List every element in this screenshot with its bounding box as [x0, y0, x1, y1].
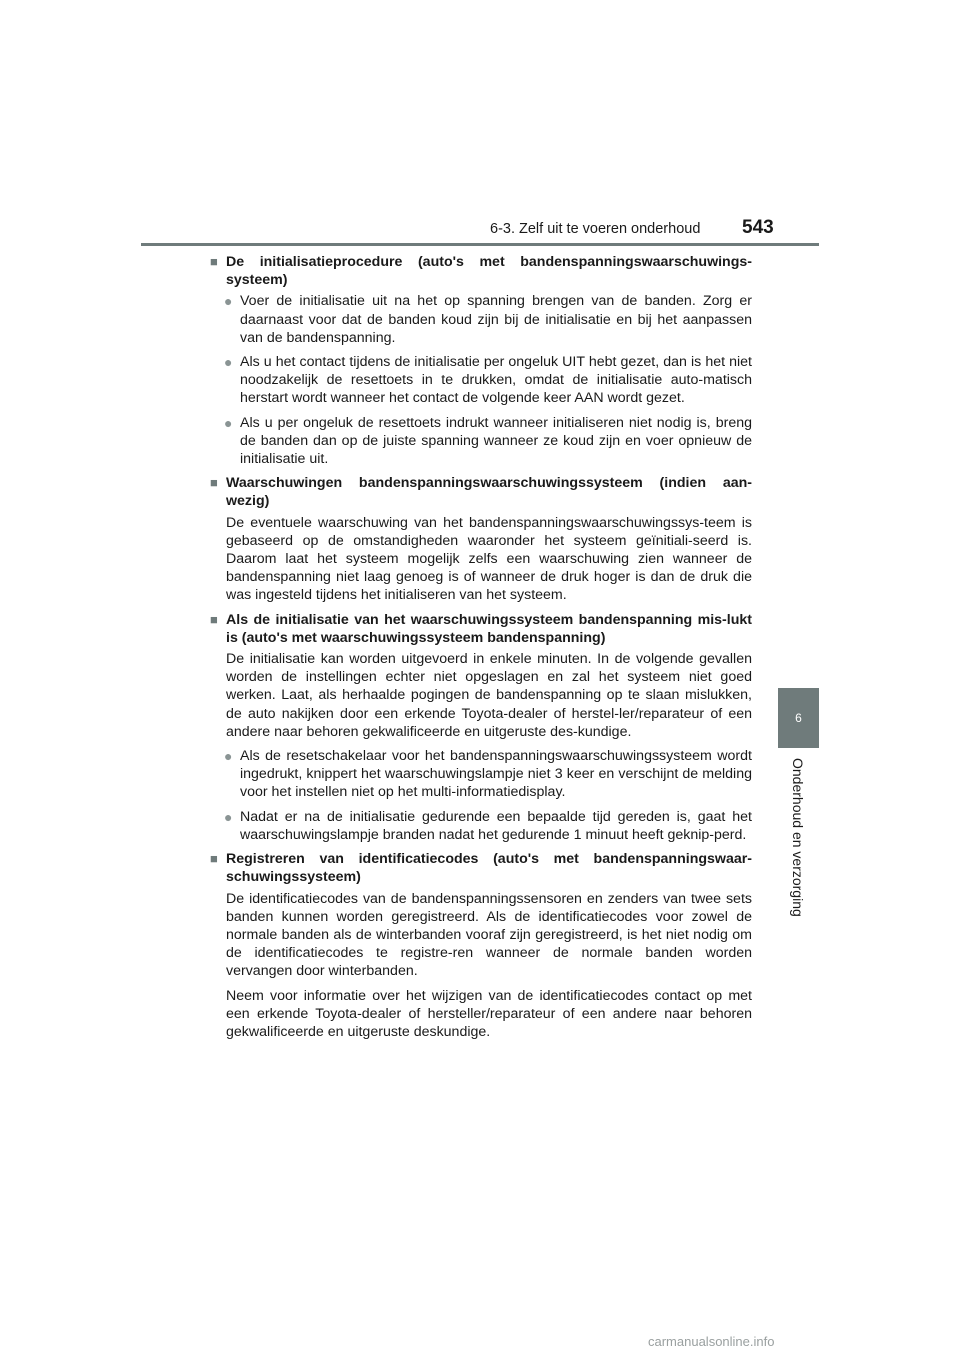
page-content: [210, 253, 752, 1047]
section-heading-text: Als de initialisatie van het waarschuwingssysteem bandenspanning mis-lukt is (auto's met waarschuwingssysteem bandenspanning): [226, 611, 752, 646]
chapter-tab[interactable]: 6: [778, 688, 819, 748]
paragraph: Neem voor informatie over het wijzigen van de identificatiecodes contact op met een erkende Toyota-dealer of hersteller/reparateur of een andere naar behoren gekwalificeerde en uitgeruste deskundige.: [226, 987, 752, 1040]
section-heading: [210, 611, 752, 647]
list-item: [210, 292, 752, 347]
list-item: [210, 808, 752, 844]
page-number: 543: [742, 217, 774, 238]
section-heading-text: De initialisatieprocedure (auto's met bandenspanningswaarschuwings-systeem): [226, 254, 752, 289]
section-heading: [210, 850, 752, 886]
chapter-title-text: Onderhoud en verzorging: [790, 758, 806, 917]
list-item-text: Als de resetschakelaar voor het bandenspanningswaarschuwingssysteem wordt ingedrukt, knippert het waarschuwingslampje niet 3 keer en verschijnt de melding voor het instellen niet op het multi-informatiedisplay.: [240, 748, 752, 801]
section-heading: [210, 253, 752, 289]
chapter-title: [772, 758, 824, 948]
list-item-text: Als u het contact tijdens de initialisatie per ongeluk UIT hebt gezet, dan is het niet noodzakelijk de resettoets in te drukken, omdat de initialisatie auto-matisch herstart wordt wanneer het contact de volgende keer AAN wordt gezet.: [240, 354, 752, 407]
list-item: [210, 747, 752, 802]
paragraph: De initialisatie kan worden uitgevoerd in enkele minuten. In de volgende gevallen worden de instellingen echter niet opgeslagen en zal het systeem niet goed werken. Laat, als herhaalde pogingen de bandenspanning op te slaan mislukken, de auto nakijken door een erkende Toyota-dealer of herstel-ler/reparateur of een andere naar behoren gekwalificeerde en uitgeruste des-kundige.: [226, 651, 752, 740]
list-item-text: Als u per ongeluk de resettoets indrukt wanneer initialiseren niet nodig is, breng de banden dan op de juiste spanning wanneer ze koud zijn en voer opnieuw de initialisatie uit.: [240, 414, 752, 468]
header-divider: [141, 243, 819, 246]
section-heading-text: Registreren van identificatiecodes (auto's met bandenspanningswaar-schuwingssysteem): [226, 851, 752, 886]
round-bullet-icon: ●: [224, 414, 233, 431]
list-item: [210, 353, 752, 408]
round-bullet-icon: ●: [224, 293, 233, 310]
list-item: [210, 414, 752, 469]
square-bullet-icon: ■: [210, 475, 218, 491]
round-bullet-icon: ●: [224, 748, 233, 765]
watermark: carmanualsonline.info: [648, 1334, 775, 1349]
section-heading: [210, 474, 752, 510]
square-bullet-icon: ■: [210, 254, 218, 269]
paragraph: De identificatiecodes van de bandenspanningssensoren en zenders van twee sets banden kunnen worden geregistreerd. Als de identificatiecodes voor zowel de normale banden als de winterbanden vooraf zijn geregistreerd, is het niet nodig om de identificatiecodes te registre-ren wanneer de normale banden worden vervangen door winterbanden.: [226, 890, 752, 980]
list-item-text: Voer de initialisatie uit na het op spanning brengen van de banden. Zorg er daarnaast voor dat de banden koud zijn bij de initialisatie en bij het aanpassen van de bandenspanning.: [240, 293, 752, 346]
section-title: 6-3. Zelf uit te voeren onderhoud: [490, 221, 701, 237]
list-item-text: Nadat er na de initialisatie gedurende een bepaalde tijd gereden is, gaat het waarschuwingslampje branden nadat het gedurende 1 minuut heeft geknip-perd.: [240, 808, 752, 843]
square-bullet-icon: ■: [210, 851, 218, 867]
round-bullet-icon: ●: [224, 808, 233, 825]
paragraph: De eventuele waarschuwing van het bandenspanningswaarschuwingssys-teem is gebaseerd op de omstandigheden waaronder het systeem geïnitiali-seerd is. Daarom laat het systeem mogelijk zelfs een waarschuwing zien wanneer de bandenspanning niet laag genoeg is of wanneer de druk hoger is dan de druk die was ingesteld tijdens het initialiseren van het systeem.: [226, 514, 752, 604]
round-bullet-icon: ●: [224, 354, 233, 371]
square-bullet-icon: ■: [210, 611, 218, 627]
section-heading-text: Waarschuwingen bandenspanningswaarschuwingssysteem (indien aan-wezig): [226, 475, 752, 510]
